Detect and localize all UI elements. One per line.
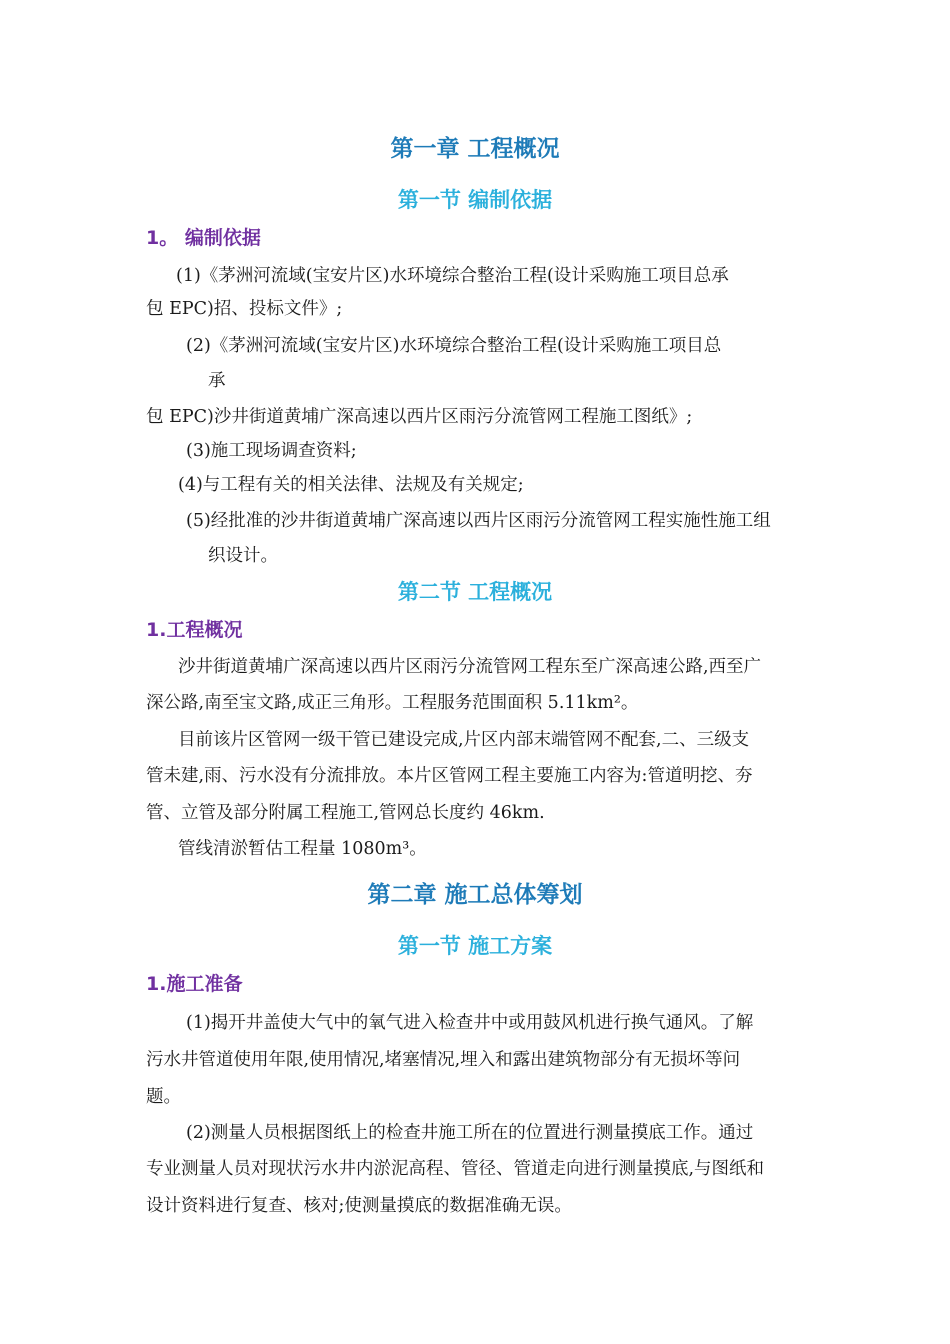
section-title: 第一节 施工方案	[397, 934, 553, 958]
overview-line-3: 目前该片区管网一级干管已建设完成,片区内部末端管网不配套,二、三级支	[178, 730, 750, 750]
overview-line-6: 管线清淤暂估工程量 1080m³。	[178, 839, 427, 859]
overview-line-5: 管、立管及部分附属工程施工,管网总长度约 46km.	[146, 803, 545, 823]
subsection-title: 1.施工准备	[146, 973, 243, 995]
basis-item-3: (3)施工现场调查资料;	[186, 441, 357, 461]
basis-item-5-cont: 织设计。	[208, 546, 278, 566]
basis-item-5: (5)经批准的沙井街道黄埔广深高速以西片区雨污分流管网工程实施性施工组	[186, 511, 771, 531]
prep-line-3: 题。	[146, 1087, 181, 1107]
basis-item-2-cont2: 包 EPC)沙井街道黄埔广深高速以西片区雨污分流管网工程施工图纸》;	[146, 407, 693, 427]
basis-item-1: (1)《茅洲河流域(宝安片区)水环境综合整治工程(设计采购施工项目总承	[176, 266, 729, 286]
section-title: 第二节 工程概况	[397, 580, 553, 604]
chapter-title: 第一章 工程概况	[390, 136, 560, 162]
basis-item-2-cont: 承	[208, 371, 226, 391]
section-title: 第一节 编制依据	[397, 188, 553, 212]
prep-line-2: 污水井管道使用年限,使用情况,堵塞情况,埋入和露出建筑物部分有无损坏等问	[146, 1050, 741, 1070]
overview-line-4: 管未建,雨、污水没有分流排放。本片区管网工程主要施工内容为:管道明挖、夯	[146, 766, 753, 786]
chapter-title: 第二章 施工总体筹划	[367, 882, 583, 908]
basis-item-1-cont: 包 EPC)招、投标文件》;	[146, 299, 343, 319]
overview-line-2: 深公路,南至宝文路,成正三角形。工程服务范围面积 5.11km²。	[146, 693, 639, 713]
prep-line-1: (1)揭开井盖使大气中的氧气进入检查井中或用鼓风机进行换气通风。了解	[186, 1013, 754, 1033]
basis-item-2: (2)《茅洲河流域(宝安片区)水环境综合整治工程(设计采购施工项目总	[186, 336, 722, 356]
subsection-title: 1。 编制依据	[146, 227, 261, 249]
basis-item-4: (4)与工程有关的相关法律、法规及有关规定;	[178, 475, 524, 495]
prep-line-5: 专业测量人员对现状污水井内淤泥高程、管径、管道走向进行测量摸底,与图纸和	[146, 1159, 765, 1179]
overview-line-1: 沙井街道黄埔广深高速以西片区雨污分流管网工程东至广深高速公路,西至广	[178, 657, 762, 677]
prep-line-4: (2)测量人员根据图纸上的检查井施工所在的位置进行测量摸底工作。通过	[186, 1123, 754, 1143]
subsection-title: 1.工程概况	[146, 619, 243, 641]
prep-line-6: 设计资料进行复查、核对;使测量摸底的数据准确无误。	[146, 1196, 572, 1216]
